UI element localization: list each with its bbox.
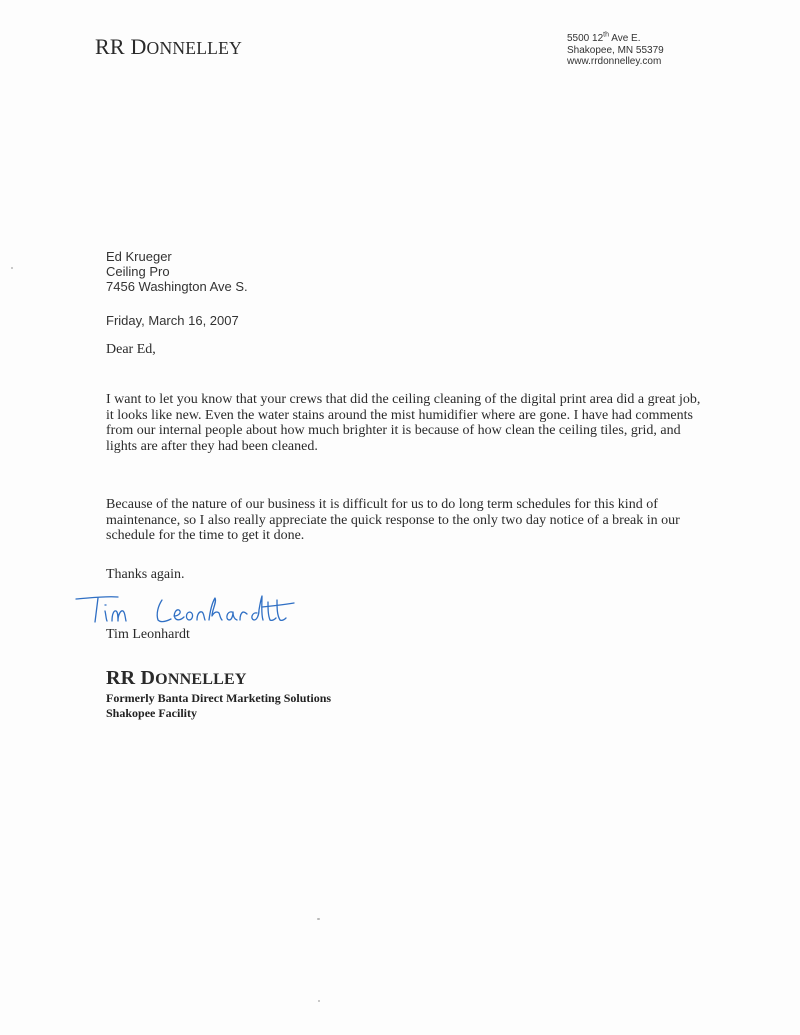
scan-speck bbox=[317, 918, 320, 920]
scan-speck bbox=[318, 1000, 320, 1002]
handwritten-signature bbox=[72, 590, 302, 630]
scan-speck bbox=[11, 267, 13, 269]
signer-name: Tim Leonhardt bbox=[106, 627, 190, 642]
return-address-website: www.rrdonnelley.com bbox=[567, 56, 662, 67]
letter-date: Friday, March 16, 2007 bbox=[106, 313, 239, 328]
letterhead-logo: RR DONNELLEY bbox=[95, 34, 242, 59]
body-paragraph-1: I want to let you know that your crews that did the ceiling cleaning of the digital print area did a great job, it looks like new. Even the water stains around the mist humidifier where are gone. I have had comments from our internal people about how much brighter it is because of how clean the ceiling tiles, grid, and lights are after they had been cleaned. bbox=[106, 392, 701, 454]
signature-block-former-name: Formerly Banta Direct Marketing Solutions bbox=[106, 691, 332, 705]
recipient-street: 7456 Washington Ave S. bbox=[106, 279, 248, 294]
salutation: Dear Ed, bbox=[106, 342, 156, 357]
closing: Thanks again. bbox=[106, 567, 185, 582]
signature-block-logo: RR DONNELLEY bbox=[106, 667, 247, 689]
return-address-street: 5500 12th Ave E. bbox=[567, 31, 641, 44]
recipient-name: Ed Krueger bbox=[106, 249, 172, 264]
signature-block-facility: Shakopee Facility bbox=[106, 706, 198, 720]
return-address-city: Shakopee, MN 55379 bbox=[567, 44, 664, 56]
body-paragraph-2: Because of the nature of our business it is difficult for us to do long term schedules for this kind of maintenance, so I also really appreciate the quick response to the only two day notice of a break in our schedule for the time to get it done. bbox=[106, 497, 680, 543]
recipient-address bbox=[106, 249, 248, 294]
recipient-company: Ceiling Pro bbox=[106, 264, 170, 279]
return-address bbox=[567, 33, 664, 68]
